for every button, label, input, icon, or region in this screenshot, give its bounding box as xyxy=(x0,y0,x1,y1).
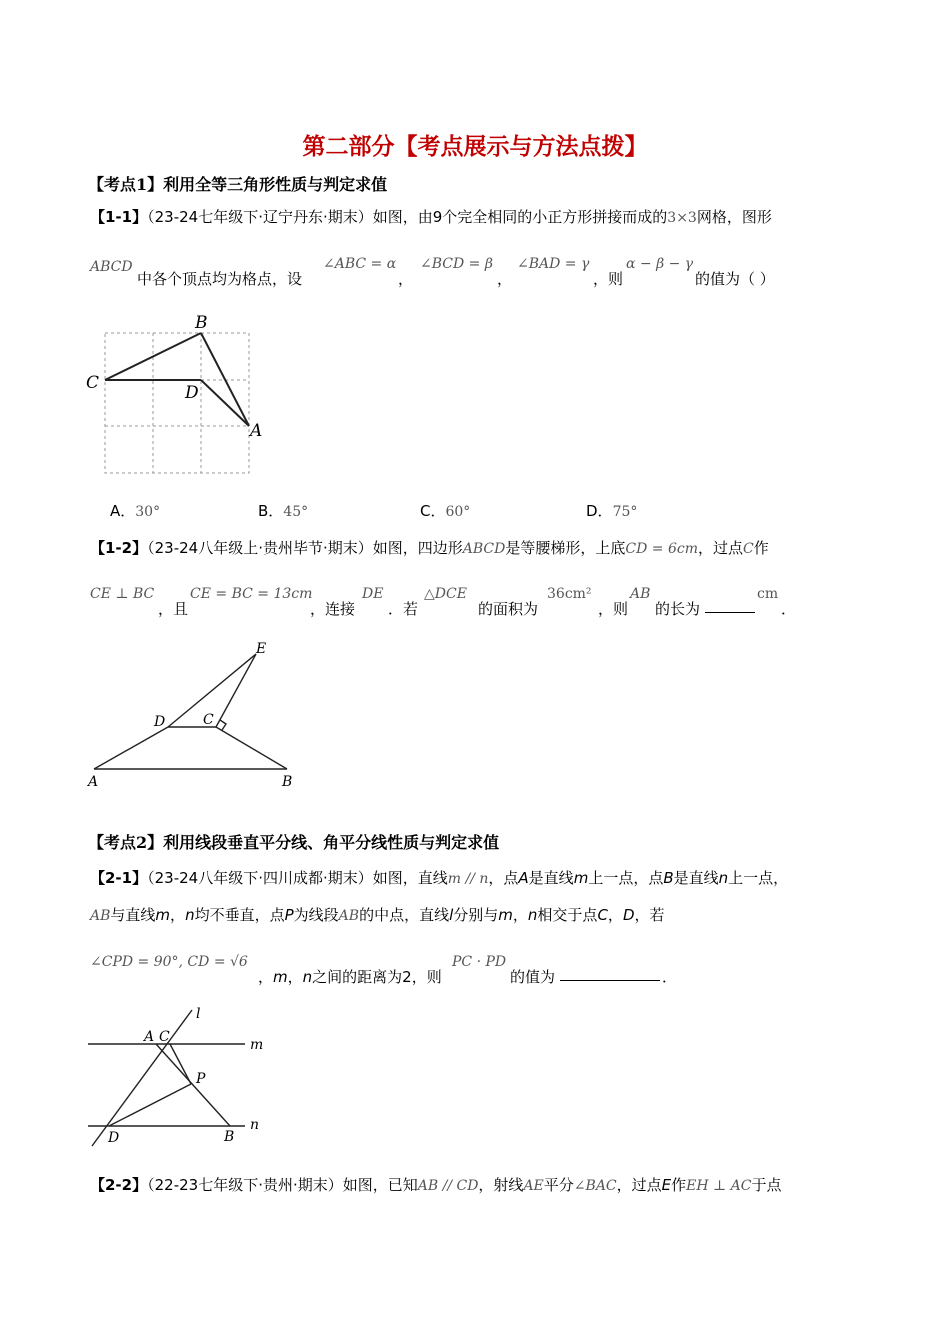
q1-2-math-abcd: ABCD xyxy=(462,541,506,557)
q1-1-math-gamma: ∠BAD = γ xyxy=(517,256,590,272)
option-c-letter: C． xyxy=(420,502,446,520)
option-a[interactable] xyxy=(110,500,160,521)
q1-2-math-area: 36cm² xyxy=(547,586,592,602)
option-d-letter: D． xyxy=(586,502,613,520)
q2-2-math-bac: ∠BAC xyxy=(573,1178,617,1194)
q1-2-text: 作 xyxy=(753,539,769,557)
q2-1-line-m: m xyxy=(273,968,288,986)
q1-2-text: 是等腰梯形，上底 xyxy=(505,539,626,557)
q1-2-math-cd: CD = 6cm xyxy=(625,541,698,557)
q2-2-tag: 【2-2】 xyxy=(90,1176,148,1194)
q2-1-line2 xyxy=(90,904,665,925)
q1-1-text: 网格，图形 xyxy=(696,208,772,226)
option-c[interactable] xyxy=(420,500,470,521)
q1-1-text4: ，则 xyxy=(593,270,624,288)
q2-2-text: ，射线 xyxy=(478,1176,524,1194)
q2-1-answer-blank[interactable] xyxy=(560,966,660,981)
label-c: C xyxy=(86,373,100,393)
label-d: D xyxy=(108,1130,120,1146)
q1-2-source: （23-24八年级上·贵州毕节·期末） xyxy=(147,539,373,557)
q2-1-text: ， xyxy=(170,906,186,924)
q2-1-math-pc: PC · PD xyxy=(452,954,507,970)
q1-1-math-expr: α − β − γ xyxy=(626,256,694,272)
q2-2-math-ae: AE xyxy=(523,1178,544,1194)
label-c: C xyxy=(203,712,214,728)
label-a: A xyxy=(144,1029,155,1045)
q2-2-text: 于点 xyxy=(751,1176,782,1194)
q1-2-math-c: C xyxy=(742,541,754,557)
q2-1-text: 是直线 xyxy=(528,869,574,887)
option-c-value: 60° xyxy=(445,504,471,520)
option-a-letter: A． xyxy=(110,502,136,520)
q1-1-comma2: ， xyxy=(497,270,513,288)
q2-1-text: 之间的距离为2，则 xyxy=(312,968,442,986)
q1-1-tag: 【1-1】 xyxy=(90,208,148,226)
q1-2-answer-blank[interactable] xyxy=(705,598,755,613)
q2-1-text: 是直线 xyxy=(673,869,719,887)
q2-1-source: （23-24八年级下·四川成都·期末） xyxy=(147,869,373,887)
q2-1-line-m: m xyxy=(498,906,513,924)
label-a: A xyxy=(250,421,263,441)
q1-2-text8: 的面积为 xyxy=(478,600,539,618)
figure-1-1 xyxy=(80,310,280,485)
q2-2-math-eh: EH ⊥ AC xyxy=(686,1178,752,1194)
q2-1-point-p: P xyxy=(284,906,294,924)
q1-1-comma1: ， xyxy=(398,270,414,288)
option-b[interactable] xyxy=(258,500,308,521)
label-d: D xyxy=(154,714,166,730)
q2-1-math-ab: AB xyxy=(90,908,111,924)
q2-2-text: 如图，已知 xyxy=(342,1176,418,1194)
q1-2-text: 如图，四边形 xyxy=(372,539,463,557)
trapezoid-and-triangle xyxy=(94,654,287,769)
q1-2-text: ，过点 xyxy=(697,539,743,557)
option-b-value: 45° xyxy=(283,504,309,520)
q1-2-period: ． xyxy=(781,600,797,618)
label-a: A xyxy=(88,774,99,790)
option-b-letter: B． xyxy=(258,502,284,520)
label-m: m xyxy=(250,1037,264,1053)
q1-2-math-tri: △DCE xyxy=(424,586,467,602)
q2-1-text: 与直线 xyxy=(110,906,156,924)
label-b: B xyxy=(282,774,293,790)
q2-1-line-n: n xyxy=(718,869,729,887)
q1-2-line1 xyxy=(90,537,769,558)
q1-1-math-abcd-text: ABCD xyxy=(90,259,133,275)
q1-2-text5: ，且 xyxy=(158,600,189,618)
figure-2-1 xyxy=(80,1004,280,1154)
section-1-heading: 【考点1】利用全等三角形性质与判定求值 xyxy=(88,175,388,194)
q1-2-text6: ，连接 xyxy=(310,600,356,618)
q1-1-source: （23-24七年级下·辽宁丹东·期末） xyxy=(147,208,373,226)
q2-1-text: 分别与 xyxy=(453,906,499,924)
q2-1-period: ． xyxy=(662,968,678,986)
q2-2-source: （22-23七年级下·贵州·期末） xyxy=(147,1176,343,1194)
q2-1-line3 xyxy=(258,966,442,987)
q2-1-text: 均不垂直，点 xyxy=(194,906,285,924)
label-e: E xyxy=(256,641,267,657)
q2-1-text: ， xyxy=(607,906,623,924)
q2-2-text: 作 xyxy=(671,1176,687,1194)
q1-2-math-ce: CE = BC = 13cm xyxy=(190,586,313,602)
q2-1-math-ab2: AB xyxy=(338,908,360,924)
q2-1-text: 相交于点 xyxy=(537,906,598,924)
q2-1-text: 为线段 xyxy=(293,906,339,924)
label-d: D xyxy=(185,383,199,403)
q2-1-math-cond: ∠CPD = 90°, CD = √6 xyxy=(90,954,248,970)
q2-2-line1 xyxy=(90,1174,782,1195)
q1-1-math-alpha: ∠ABC = α xyxy=(323,256,397,272)
q2-1-text: ，若 xyxy=(634,906,665,924)
label-l: l xyxy=(196,1006,201,1022)
q2-1-text: ， xyxy=(258,968,274,986)
q2-1-line-n: n xyxy=(185,906,195,924)
q2-2-math-par: AB // CD xyxy=(417,1178,479,1194)
label-c: C xyxy=(159,1029,170,1045)
label-b: B xyxy=(195,313,208,333)
q1-2-math-ab: AB xyxy=(630,586,651,602)
q2-1-text: ，点 xyxy=(488,869,519,887)
q2-1-line-m: m xyxy=(155,906,171,924)
label-p: P xyxy=(196,1071,206,1087)
grid-lines xyxy=(105,333,249,473)
q1-1-text3: 中各个顶点均为格点，设 xyxy=(137,270,303,288)
q2-1-text: 上一点，点 xyxy=(588,869,664,887)
q1-2-text7: ．若 xyxy=(388,600,419,618)
section-2-heading: 【考点2】利用线段垂直平分线、角平分线性质与判定求值 xyxy=(88,833,500,852)
q2-2-point-e: E xyxy=(661,1176,672,1194)
q1-2-math-de: DE xyxy=(362,586,384,602)
q1-2-tag: 【1-2】 xyxy=(90,539,148,557)
q1-2-math-perp: CE ⊥ BC xyxy=(90,586,155,602)
q1-1-math-abcd xyxy=(90,256,133,275)
q2-1-point-d: D xyxy=(622,906,635,924)
q2-1-point-a: A xyxy=(518,869,529,887)
q1-1-text5: 的值为（ ） xyxy=(695,270,775,288)
q1-1-math-grid: 3×3 xyxy=(667,210,697,226)
figure-1-2 xyxy=(80,638,300,793)
q2-1-line-m: m xyxy=(573,869,589,887)
label-b: B xyxy=(224,1129,235,1145)
option-d[interactable] xyxy=(586,500,637,521)
q2-1-point-b: B xyxy=(663,869,674,887)
q2-1-text: 的中点，直线 xyxy=(359,906,450,924)
q1-1-math-beta: ∠BCD = β xyxy=(420,256,493,272)
q2-1-text: 如图，直线 xyxy=(372,869,448,887)
option-a-value: 30° xyxy=(135,504,161,520)
page-title: 第二部分【考点展示与方法点拨】 xyxy=(302,133,648,160)
q2-1-line-n: n xyxy=(302,968,313,986)
label-n: n xyxy=(250,1117,260,1133)
q2-2-text: ，过点 xyxy=(616,1176,662,1194)
q1-1-text: 如图，由9个完全相同的小正方形拼接而成的 xyxy=(372,208,668,226)
q1-1-line1 xyxy=(90,206,772,227)
q2-1-text: ， xyxy=(512,906,528,924)
q2-1-point-c: C xyxy=(597,906,608,924)
q2-1-text5: 的值为 xyxy=(510,968,556,986)
q2-1-line-n: n xyxy=(527,906,538,924)
q2-1-math-mn: m // n xyxy=(447,871,489,887)
q2-1-line-l: l xyxy=(449,906,454,924)
q2-1-line1 xyxy=(90,867,788,888)
q1-2-unit: cm xyxy=(757,586,779,602)
q2-1-tag: 【2-1】 xyxy=(90,869,148,887)
q1-2-text10: 的长为 xyxy=(655,600,701,618)
q2-1-text: ， xyxy=(287,968,303,986)
q2-2-text: 平分 xyxy=(543,1176,574,1194)
q1-2-text9: ，则 xyxy=(598,600,629,618)
option-d-value: 75° xyxy=(612,504,638,520)
q2-1-text: 上一点， xyxy=(728,869,789,887)
